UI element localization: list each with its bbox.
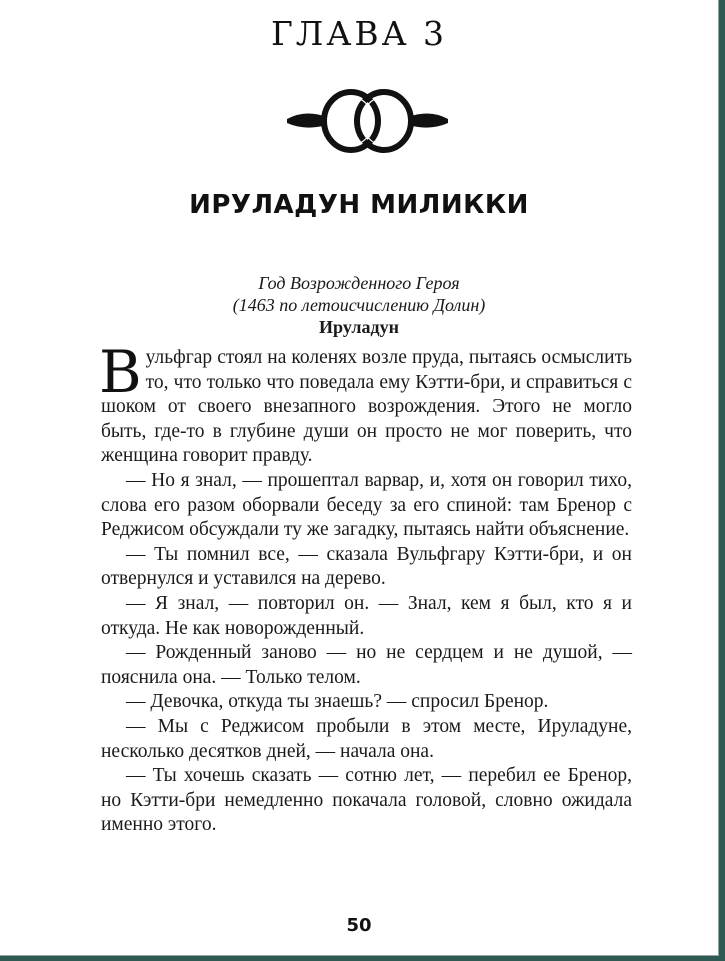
paragraph: — Ты хочешь сказать — сотню лет, — перебил ее Бренор, но Кэтти-бри немедленно покачала головой, словно ожидала именно этого. bbox=[101, 765, 632, 836]
drop-cap: В bbox=[99, 338, 142, 406]
epigraph-year: Год Возрожденного Героя bbox=[258, 273, 460, 293]
epigraph-era: (1463 по летоисчислению Долин) bbox=[232, 295, 486, 315]
paragraph: — Девочка, откуда ты знаешь? — спросил Бренор. bbox=[126, 691, 549, 713]
paragraph: — Ты помнил все, — сказала Вульфгару Кэтти-бри, и он отвернулся и уставился на дерево. bbox=[101, 543, 632, 590]
paragraph bbox=[99, 338, 632, 469]
paragraph: — Я знал, — повторил он. — Знал, кем я был, кто я и откуда. Не как новорожденный. bbox=[101, 592, 632, 639]
chapter-body bbox=[99, 338, 632, 838]
chapter-label: ГЛАВА 3 bbox=[270, 14, 448, 53]
paragraph: — Мы с Реджисом пробыли в этом месте, Ируладуне, несколько десятков дней, — начала она. bbox=[101, 715, 632, 762]
paragraph: — Но я знал, — прошептал варвар, и, хотя он говорил тихо, слова его разом оборвали беседу за его спиной: там Бренор с Реджисом обсуждали ту же загадку, пытаясь найти объяснение. bbox=[101, 469, 632, 541]
paragraph-text: ульфгар стоял на коленях возле пруда, пытаясь осмыслить то, что только что поведала ему Кэтти-бри, и справиться с шоком от своего внезапного возрождения. Этого не могло быть, где-то в глубине души он просто не мог поверить, что женщина говорит правду. bbox=[101, 347, 632, 467]
page-number: 50 bbox=[346, 915, 372, 936]
epigraph bbox=[0, 272, 718, 338]
chapter-title: ИРУЛАДУН МИЛИККИ bbox=[189, 190, 529, 220]
rings-ornament-icon bbox=[285, 86, 450, 156]
epigraph-place: Ируладун bbox=[319, 317, 399, 337]
paragraph: — Рожденный заново — но не сердцем и не душой, — пояснила она. — Только телом. bbox=[101, 642, 632, 688]
